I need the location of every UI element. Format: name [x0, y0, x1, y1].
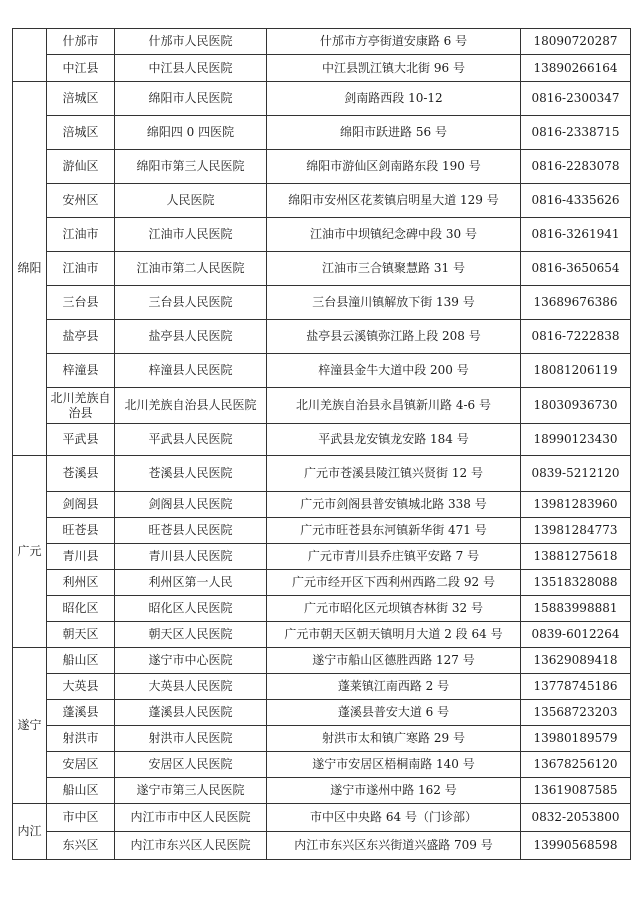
- table-row: [13, 492, 631, 518]
- address-cell: 广元市青川县乔庄镇平安路 7 号: [267, 544, 521, 570]
- hospital-name-cell: 昭化区人民医院: [115, 596, 267, 622]
- phone-cell: 0816-4335626: [521, 184, 631, 218]
- hospital-name-cell: 绵阳四 0 四医院: [115, 116, 267, 150]
- district-cell: 船山区: [47, 648, 115, 674]
- district-cell: 大英县: [47, 674, 115, 700]
- phone-cell: 18090720287: [521, 29, 631, 55]
- table-row: [13, 622, 631, 648]
- table-row: [13, 320, 631, 354]
- table-row: [13, 570, 631, 596]
- hospital-name-cell: 什邡市人民医院: [115, 29, 267, 55]
- district-cell: 安州区: [47, 184, 115, 218]
- hospital-name-cell: 中江县人民医院: [115, 55, 267, 82]
- address-cell: 遂宁市遂州中路 162 号: [267, 778, 521, 804]
- address-cell: 绵阳市跃进路 56 号: [267, 116, 521, 150]
- table-row: [13, 218, 631, 252]
- district-cell: 涪城区: [47, 82, 115, 116]
- phone-cell: 13890266164: [521, 55, 631, 82]
- district-cell: 昭化区: [47, 596, 115, 622]
- table-row: [13, 424, 631, 456]
- phone-cell: 0839-6012264: [521, 622, 631, 648]
- hospital-name-cell: 剑阁县人民医院: [115, 492, 267, 518]
- phone-cell: 0816-7222838: [521, 320, 631, 354]
- table-row: [13, 354, 631, 388]
- hospital-name-cell: 平武县人民医院: [115, 424, 267, 456]
- phone-cell: 0816-2283078: [521, 150, 631, 184]
- phone-cell: 18990123430: [521, 424, 631, 456]
- hospital-name-cell: 遂宁市第三人民医院: [115, 778, 267, 804]
- hospital-name-cell: 梓潼县人民医院: [115, 354, 267, 388]
- district-cell: 船山区: [47, 778, 115, 804]
- hospital-name-cell: 射洪市人民医院: [115, 726, 267, 752]
- district-cell: 朝天区: [47, 622, 115, 648]
- address-cell: 遂宁市船山区德胜西路 127 号: [267, 648, 521, 674]
- hospital-name-cell: 内江市东兴区人民医院: [115, 832, 267, 860]
- city-cell: 绵阳: [13, 82, 47, 456]
- hospital-name-cell: 三台县人民医院: [115, 286, 267, 320]
- phone-cell: 13678256120: [521, 752, 631, 778]
- phone-cell: 13980189579: [521, 726, 631, 752]
- address-cell: 广元市朝天区朝天镇明月大道 2 段 64 号: [267, 622, 521, 648]
- hospital-name-cell: 绵阳市第三人民医院: [115, 150, 267, 184]
- hospital-name-cell: 安居区人民医院: [115, 752, 267, 778]
- address-cell: 广元市剑阁县普安镇城北路 338 号: [267, 492, 521, 518]
- phone-cell: 13990568598: [521, 832, 631, 860]
- hospital-name-cell: 利州区第一人民: [115, 570, 267, 596]
- hospital-name-cell: 青川县人民医院: [115, 544, 267, 570]
- hospital-name-cell: 北川羌族自治县人民医院: [115, 388, 267, 424]
- address-cell: 剑南路西段 10-12: [267, 82, 521, 116]
- district-cell: 苍溪县: [47, 456, 115, 492]
- table-row: [13, 82, 631, 116]
- address-cell: 绵阳市安州区花荄镇启明星大道 129 号: [267, 184, 521, 218]
- address-cell: 江油市三合镇聚慧路 31 号: [267, 252, 521, 286]
- table-row: [13, 596, 631, 622]
- hospital-table: [12, 28, 631, 860]
- table-row: [13, 544, 631, 570]
- table-row: [13, 752, 631, 778]
- hospital-name-cell: 朝天区人民医院: [115, 622, 267, 648]
- district-cell: 江油市: [47, 252, 115, 286]
- phone-cell: 18081206119: [521, 354, 631, 388]
- hospital-name-cell: 大英县人民医院: [115, 674, 267, 700]
- phone-cell: 0816-3261941: [521, 218, 631, 252]
- phone-cell: 13518328088: [521, 570, 631, 596]
- address-cell: 内江市东兴区东兴街道兴盛路 709 号: [267, 832, 521, 860]
- table-row: [13, 700, 631, 726]
- hospital-name-cell: 人民医院: [115, 184, 267, 218]
- city-cell: [13, 29, 47, 82]
- district-cell: 剑阁县: [47, 492, 115, 518]
- hospital-name-cell: 盐亭县人民医院: [115, 320, 267, 354]
- address-cell: 广元市苍溪县陵江镇兴贤街 12 号: [267, 456, 521, 492]
- district-cell: 利州区: [47, 570, 115, 596]
- phone-cell: 0816-2338715: [521, 116, 631, 150]
- address-cell: 江油市中坝镇纪念碑中段 30 号: [267, 218, 521, 252]
- address-cell: 北川羌族自治县永昌镇新川路 4-6 号: [267, 388, 521, 424]
- phone-cell: 0832-2053800: [521, 804, 631, 832]
- district-cell: 平武县: [47, 424, 115, 456]
- district-cell: 北川羌族自治县: [47, 388, 115, 424]
- hospital-name-cell: 蓬溪县人民医院: [115, 700, 267, 726]
- district-cell: 江油市: [47, 218, 115, 252]
- phone-cell: 13689676386: [521, 286, 631, 320]
- phone-cell: 13981284773: [521, 518, 631, 544]
- address-cell: 蓬莱镇江南西路 2 号: [267, 674, 521, 700]
- hospital-name-cell: 绵阳市人民医院: [115, 82, 267, 116]
- phone-cell: 13778745186: [521, 674, 631, 700]
- table-row: [13, 116, 631, 150]
- address-cell: 广元市旺苍县东河镇新华街 471 号: [267, 518, 521, 544]
- address-cell: 三台县潼川镇解放下街 139 号: [267, 286, 521, 320]
- hospital-name-cell: 苍溪县人民医院: [115, 456, 267, 492]
- table-row: [13, 726, 631, 752]
- district-cell: 涪城区: [47, 116, 115, 150]
- table-row: [13, 150, 631, 184]
- district-cell: 青川县: [47, 544, 115, 570]
- hospital-name-cell: 旺苍县人民医院: [115, 518, 267, 544]
- district-cell: 安居区: [47, 752, 115, 778]
- table-row: [13, 804, 631, 832]
- address-cell: 广元市经开区下西利州西路二段 92 号: [267, 570, 521, 596]
- phone-cell: 0816-2300347: [521, 82, 631, 116]
- district-cell: 三台县: [47, 286, 115, 320]
- table-row: [13, 674, 631, 700]
- district-cell: 游仙区: [47, 150, 115, 184]
- district-cell: 蓬溪县: [47, 700, 115, 726]
- table-row: [13, 252, 631, 286]
- address-cell: 市中区中央路 64 号（门诊部）: [267, 804, 521, 832]
- address-cell: 遂宁市安居区梧桐南路 140 号: [267, 752, 521, 778]
- table-row: [13, 388, 631, 424]
- address-cell: 绵阳市游仙区剑南路东段 190 号: [267, 150, 521, 184]
- table-row: [13, 518, 631, 544]
- table-row: [13, 456, 631, 492]
- table-row: [13, 55, 631, 82]
- district-cell: 旺苍县: [47, 518, 115, 544]
- district-cell: 东兴区: [47, 832, 115, 860]
- address-cell: 广元市昭化区元坝镇杏林街 32 号: [267, 596, 521, 622]
- table-row: [13, 778, 631, 804]
- address-cell: 平武县龙安镇龙安路 184 号: [267, 424, 521, 456]
- phone-cell: 13981283960: [521, 492, 631, 518]
- district-cell: 射洪市: [47, 726, 115, 752]
- city-cell: 内江: [13, 804, 47, 860]
- address-cell: 中江县凯江镇大北街 96 号: [267, 55, 521, 82]
- phone-cell: 13881275618: [521, 544, 631, 570]
- district-cell: 什邡市: [47, 29, 115, 55]
- hospital-name-cell: 江油市第二人民医院: [115, 252, 267, 286]
- phone-cell: 0816-3650654: [521, 252, 631, 286]
- table-row: [13, 29, 631, 55]
- phone-cell: 13568723203: [521, 700, 631, 726]
- address-cell: 梓潼县金牛大道中段 200 号: [267, 354, 521, 388]
- hospital-name-cell: 遂宁市中心医院: [115, 648, 267, 674]
- address-cell: 盐亭县云溪镇弥江路上段 208 号: [267, 320, 521, 354]
- phone-cell: 13619087585: [521, 778, 631, 804]
- table-row: [13, 832, 631, 860]
- address-cell: 什邡市方亭街道安康路 6 号: [267, 29, 521, 55]
- address-cell: 射洪市太和镇广寒路 29 号: [267, 726, 521, 752]
- hospital-table-body: [13, 29, 631, 860]
- city-cell: 广元: [13, 456, 47, 648]
- city-cell: 遂宁: [13, 648, 47, 804]
- district-cell: 市中区: [47, 804, 115, 832]
- phone-cell: 18030936730: [521, 388, 631, 424]
- phone-cell: 15883998881: [521, 596, 631, 622]
- district-cell: 盐亭县: [47, 320, 115, 354]
- table-row: [13, 286, 631, 320]
- hospital-name-cell: 内江市市中区人民医院: [115, 804, 267, 832]
- address-cell: 蓬溪县普安大道 6 号: [267, 700, 521, 726]
- district-cell: 中江县: [47, 55, 115, 82]
- district-cell: 梓潼县: [47, 354, 115, 388]
- hospital-name-cell: 江油市人民医院: [115, 218, 267, 252]
- phone-cell: 0839-5212120: [521, 456, 631, 492]
- phone-cell: 13629089418: [521, 648, 631, 674]
- table-row: [13, 184, 631, 218]
- table-row: [13, 648, 631, 674]
